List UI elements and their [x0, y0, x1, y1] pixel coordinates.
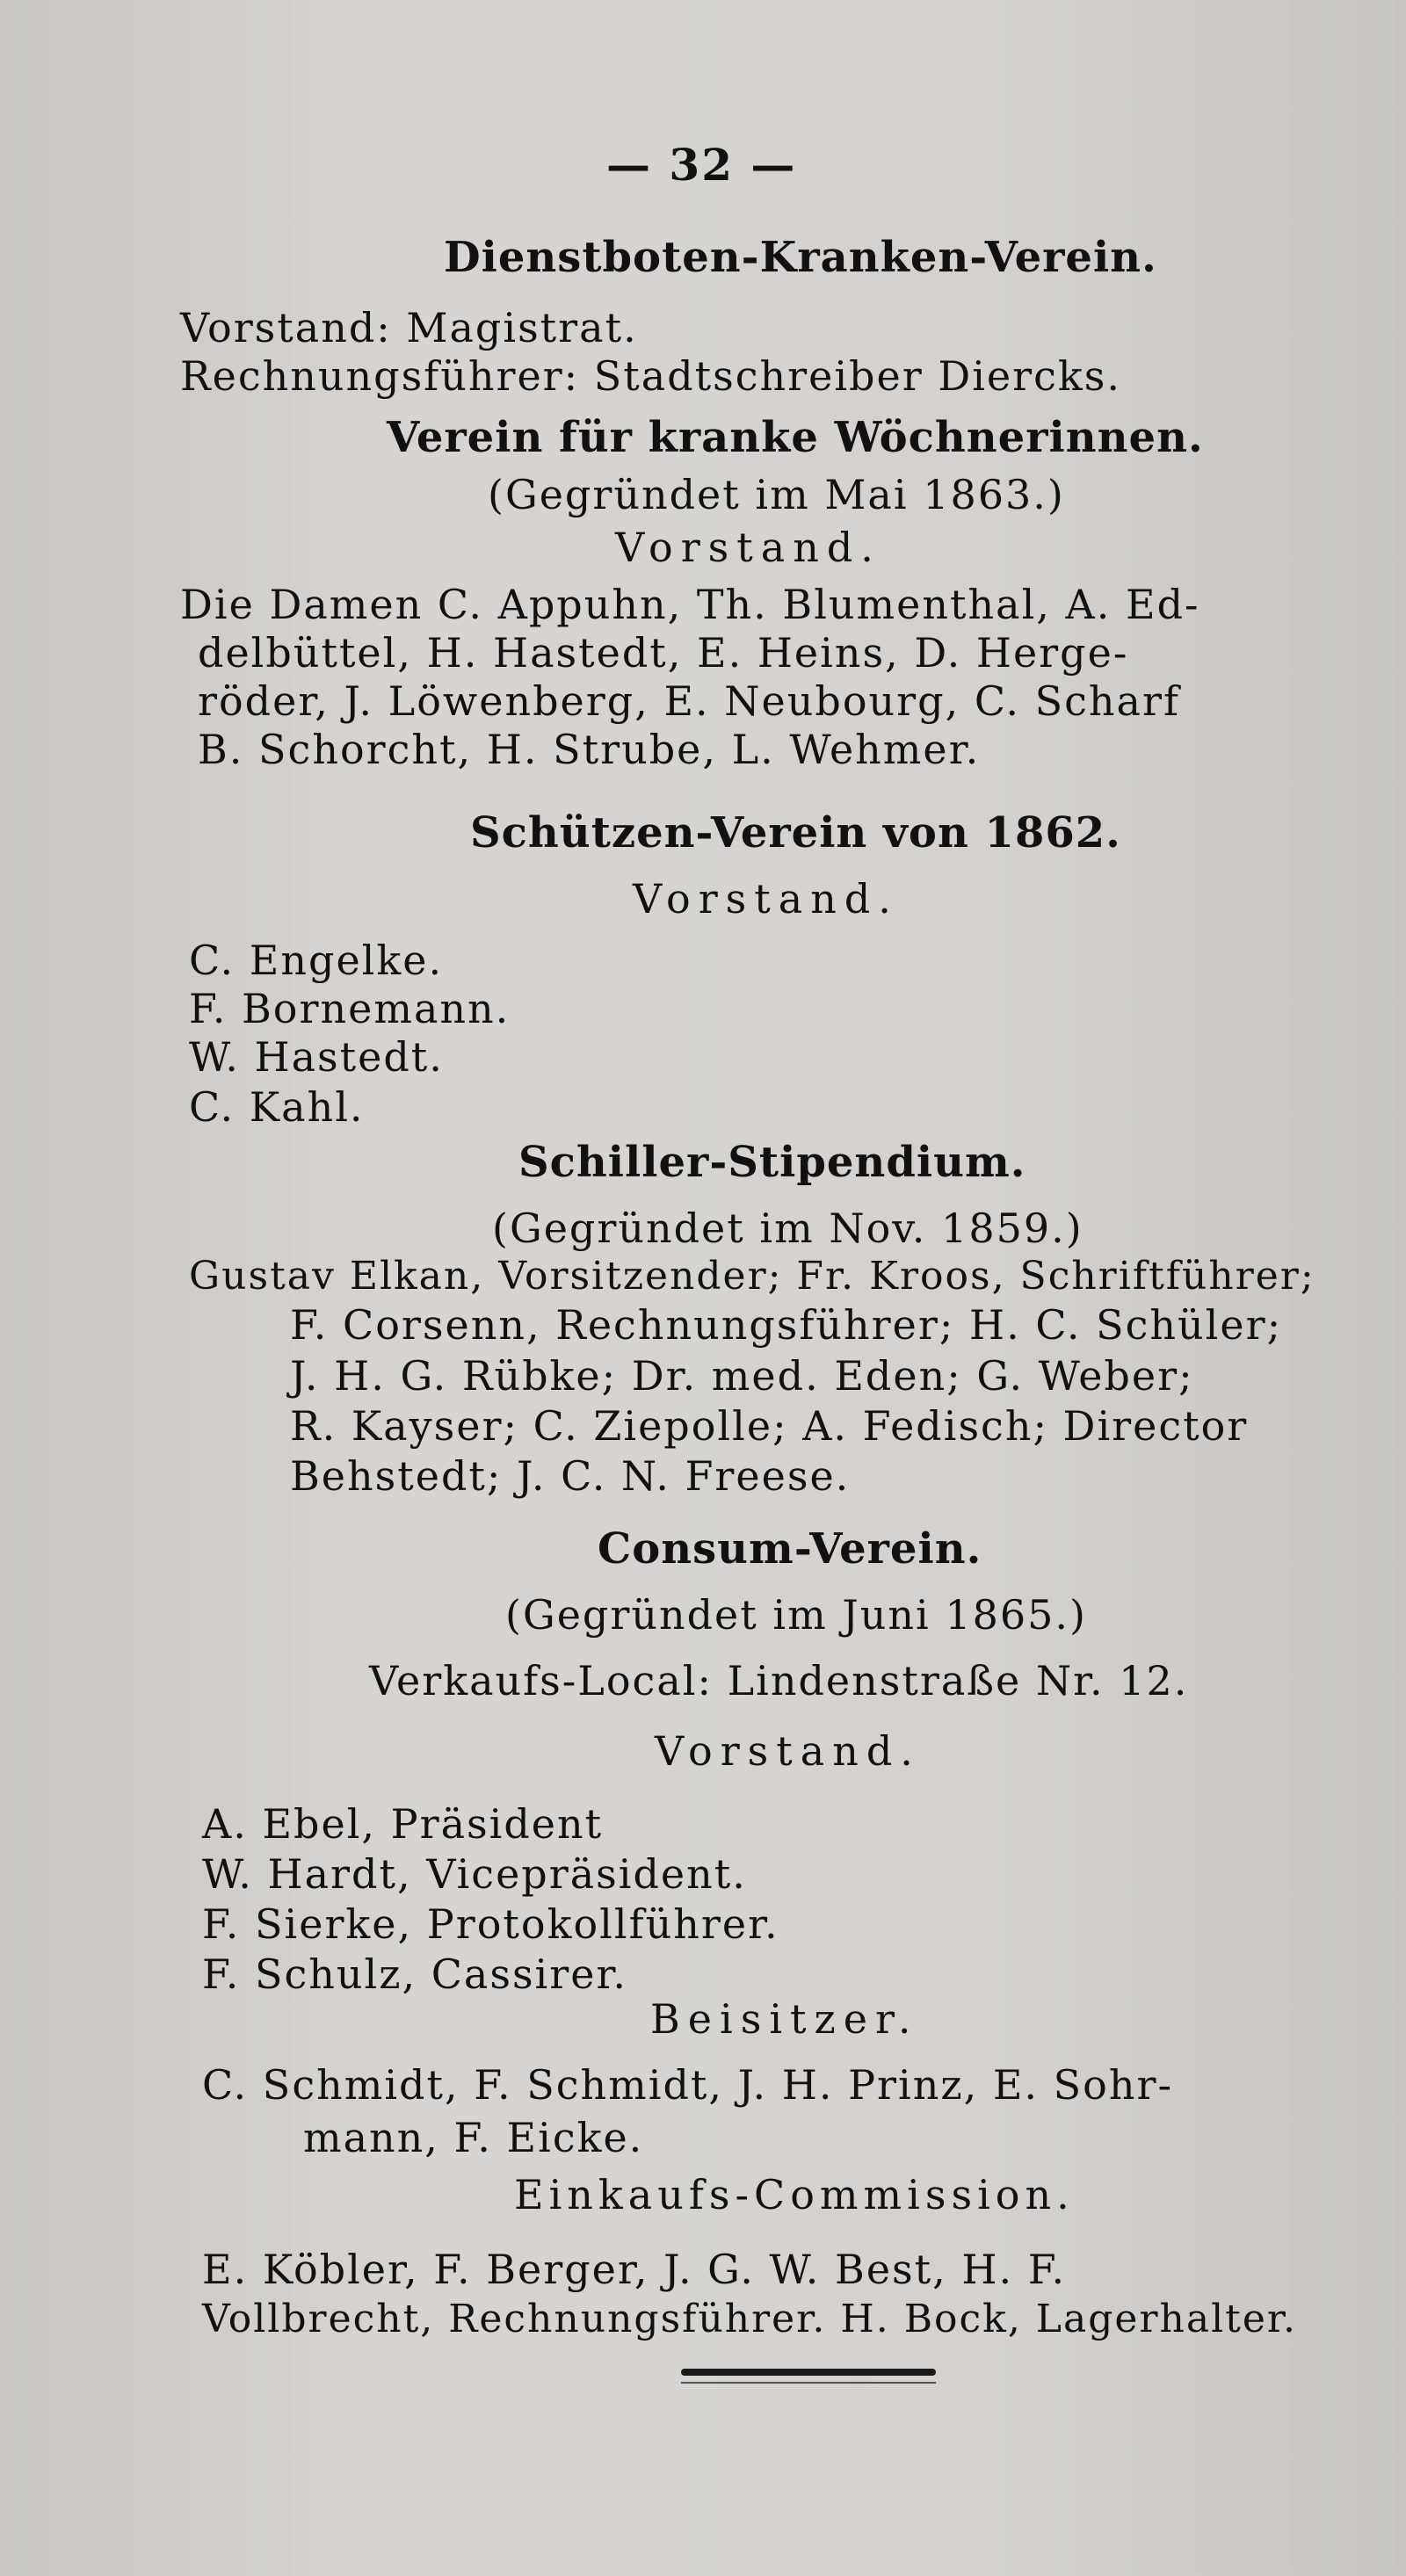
schiller-line-2: F. Corsenn, Rechnungsführer; H. C. Schüler;: [290, 1301, 1283, 1349]
dienstboten-vorstand: Vorstand: Magistrat.: [180, 304, 638, 351]
section-title-consum: Consum-Verein.: [598, 1524, 982, 1574]
end-rule-thin: [681, 2382, 936, 2384]
consum-member-3: F. Sierke, Protokollführer.: [202, 1900, 779, 1948]
woechnerinnen-line-1: Die Damen C. Appuhn, Th. Blumenthal, A. Ed-: [180, 581, 1200, 628]
schuetzen-vorstand-heading: Vorstand.: [633, 875, 899, 923]
schiller-line-4: R. Kayser; C. Ziepolle; A. Fedisch; Director: [290, 1402, 1249, 1450]
consum-member-1: A. Ebel, Präsident: [202, 1800, 604, 1848]
dienstboten-rechnungsfuehrer: Rechnungsführer: Stadtschreiber Diercks.: [180, 352, 1121, 400]
woechnerinnen-line-2: delbüttel, H. Hastedt, E. Heins, D. Herge-: [198, 629, 1129, 677]
consum-vorstand-heading: Vorstand.: [655, 1727, 921, 1775]
schuetzen-member-4: C. Kahl.: [189, 1083, 365, 1131]
consum-beisitzer-line-2: mann, F. Eicke.: [303, 2114, 644, 2161]
consum-member-2: W. Hardt, Vicepräsident.: [202, 1850, 747, 1898]
consum-founded: (Gegründet im Juni 1865.): [505, 1591, 1087, 1639]
section-title-schuetzen: Schützen-Verein von 1862.: [470, 808, 1121, 857]
page-number: — 32 —: [606, 139, 797, 191]
woechnerinnen-vorstand-heading: Vorstand.: [615, 524, 881, 571]
woechnerinnen-founded: (Gegründet im Mai 1863.): [488, 471, 1065, 518]
consum-einkauf-line-2: Vollbrecht, Rechnungsführer. H. Bock, Lagerhalter.: [202, 2297, 1298, 2341]
schiller-line-3: J. H. G. Rübke; Dr. med. Eden; G. Weber;: [290, 1352, 1194, 1400]
consum-beisitzer-line-1: C. Schmidt, F. Schmidt, J. H. Prinz, E. Sohr-: [202, 2061, 1174, 2109]
woechnerinnen-line-3: röder, J. Löwenberg, E. Neubourg, C. Scharf: [198, 677, 1180, 725]
consum-einkauf-heading: Einkaufs-Commission.: [514, 2171, 1075, 2218]
end-rule: [681, 2369, 936, 2376]
woechnerinnen-line-4: B. Schorcht, H. Strube, L. Wehmer.: [198, 726, 981, 773]
schiller-founded: (Gegründet im Nov. 1859.): [492, 1205, 1083, 1252]
section-title-schiller: Schiller-Stipendium.: [518, 1138, 1026, 1187]
schiller-line-1: Gustav Elkan, Vorsitzender; Fr. Kroos, Schriftführer;: [189, 1254, 1315, 1299]
schuetzen-member-2: F. Bornemann.: [189, 985, 511, 1032]
consum-einkauf-line-1: E. Köbler, F. Berger, J. G. W. Best, H. F.: [202, 2246, 1067, 2293]
consum-local: Verkaufs-Local: Lindenstraße Nr. 12.: [369, 1657, 1189, 1704]
section-title-dienstboten: Dienstboten-Kranken-Verein.: [444, 233, 1157, 282]
schuetzen-member-1: C. Engelke.: [189, 937, 444, 984]
consum-beisitzer-heading: Beisitzer.: [650, 1995, 919, 2043]
consum-member-4: F. Schulz, Cassirer.: [202, 1950, 628, 1998]
schiller-line-5: Behstedt; J. C. N. Freese.: [290, 1452, 851, 1500]
section-title-woechnerinnen: Verein für kranke Wöchnerinnen.: [387, 413, 1204, 462]
schuetzen-member-3: W. Hastedt.: [189, 1033, 444, 1081]
